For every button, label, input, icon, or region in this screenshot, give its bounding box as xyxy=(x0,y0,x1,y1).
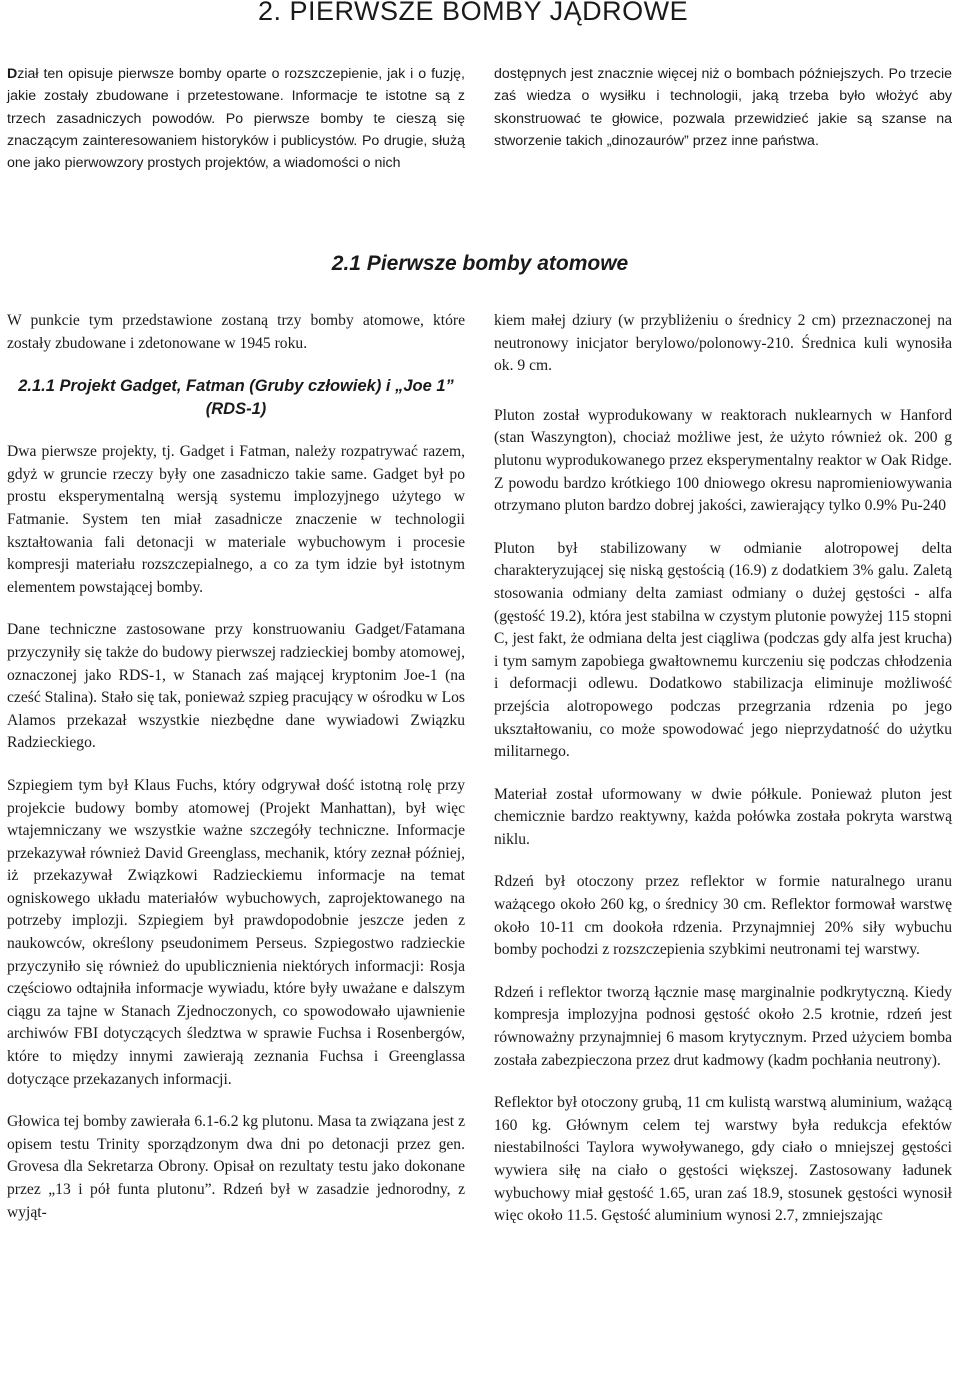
right-column xyxy=(494,310,952,1228)
right-paragraph-3: Pluton był stabilizowany w odmianie alotropowej delta charakteryzującej się niską gęstością (16.9) z dodatkiem 3% galu. Zaletą stosowania odmiany delta zamiast odmiany o dużej gęstości - alfa (gęstość 19.2), która jest stabilna w czystym plutonie powyżej 115 stopni C, jest fakt, że odmiana delta jest ciągliwa (podczas gdy alfa jest krucha) i tym samym zapobiega gwałtownemu kurczeniu się podczas chłodzenia i deformacji odlewu. Dodatkowo stabilizacja eliminuje możliwość przejścia alotropowego podczas przegrzania rdzenia po jego ukształtowaniu, co może spowodować jego nieprzydatność do użytku militarnego. xyxy=(494,539,952,761)
chapter-title-text: PIERWSZE BOMBY JĄDROWE xyxy=(289,0,689,26)
section-heading: 2.1 Pierwsze bomby atomowe xyxy=(331,252,629,275)
intro-left-column xyxy=(7,63,465,174)
left-paragraph-5: Głowica tej bomby zawierała 6.1-6.2 kg plutonu. Masa ta związana jest z opisem testu Trinity sporządzonym dwa dni po detonacji przez gen. Grovesa dla Sekretarza Obrony. Opisał on rezultaty testu jako dokonane przez „13 i pół funta plutonu”. Rdzeń był w zasadzie jednorodny, z wyjąt- xyxy=(7,1113,465,1221)
right-paragraph-5: Rdzeń był otoczony przez reflektor w formie naturalnego uranu ważącego około 260 kg, o średnicy 30 cm. Reflektor formował warstwę około 10-11 cm dookoła rdzenia. Przynajmniej 20% siły wybuchu bomby pochodzi z rozszczepienia szybkimi neutronami tej warstwy. xyxy=(494,873,952,959)
intro-right-paragraph: dostępnych jest znacznie więcej niż o bombach późniejszych. Po trzecie zaś wiedza o wysiłku i technologii, jaką trzeba było włożyć aby skonstruować te głowice, pozwala przewidzieć jakie są szanse na stworzenie takich „dinozaurów” przez inne państwa. xyxy=(494,66,952,149)
right-paragraph-4: Materiał został uformowany w dwie półkule. Ponieważ pluton jest chemicznie bardzo reaktywny, każda połówka została pokryta warstwą niklu. xyxy=(494,785,952,848)
right-paragraph-7: Reflektor był otoczony grubą, 11 cm kulistą warstwą aluminium, ważącą 160 kg. Głównym celem tej warstwy była redukcja efektów niestabilności Taylora wywoływanego, gdy ciało o mniejszej gęstości wywiera siłę na ciało o gęstości większej. Zastosowany ładunek wybuchowy miał gęstość 1.65, uran zaś 18.9, stosunek gęstości wynosił więc około 11.5. Gęstość aluminium wynosi 2.7, zmniejszając xyxy=(494,1094,952,1225)
intro-right-column xyxy=(494,63,952,152)
subsection-heading: 2.1.1 Projekt Gadget, Fatman (Gruby człowiek) i „Joe 1” (RDS-1) xyxy=(18,377,454,419)
intro-left-paragraph xyxy=(7,63,465,174)
left-column xyxy=(7,310,465,1224)
left-paragraph-3: Dane techniczne zastosowane przy konstruowaniu Gadget/Fatamana przyczyniły się także do budowy pierwszej radzieckiej bomby atomowej, oznaczonej jako RDS-1, w Stanach zaś mającej kryptonim Joe-1 (na cześć Stalina). Stało się tak, ponieważ szpieg pracujący w ośrodku w Los Alamos przekazał wszystkie niezbędne dane wywiadowi Związku Radzieckiego. xyxy=(7,621,465,752)
right-paragraph-1: kiem małej dziury (w przybliżeniu o średnicy 2 cm) przeznaczonej na neutronowy inicjator berylowo/polonowy-210. Średnica kuli wynosiła ok. 9 cm. xyxy=(494,312,952,375)
drop-cap: D xyxy=(7,66,18,82)
intro-left-text: ział ten opisuje pierwsze bomby oparte o rozszczepienie, jak i o fuzję, jakie zostały zbudowane i przetestowane. Informacje te istotne są z trzech zasadniczych powodów. Po pierwsze bomby te cieszą się znaczącym zainteresowaniem historyków i publicystów. Po drugie, służą one jako pierwowzory prostych projektów, a wiadomości o nich xyxy=(7,66,465,172)
chapter-number: 2. xyxy=(258,0,290,26)
chapter-title xyxy=(258,0,958,40)
right-paragraph-2: Pluton został wyprodukowany w reaktorach nuklearnych w Hanford (stan Waszyngton), chociaż możliwe jest, że użyto również ok. 200 g plutonu wyprodukowanego przez eksperymentalny reaktor w Oak Ridge. Z powodu bardzo krótkiego 100 dniowego okresu napromieniowywania otrzymano pluton bardzo dobrej jakości, zawierający tylko 0.9% Pu-240 xyxy=(494,406,952,515)
left-paragraph-2: Dwa pierwsze projekty, tj. Gadget i Fatman, należy rozpatrywać razem, gdyż w gruncie rzeczy były one zasadniczo takie same. Gadget był po prostu eksperymentalną wersją systemu implozyjnego użytego w Fatmanie. System ten miał zasadnicze znaczenie w technologii kształtowania fali detonacji w materiale wybuchowym i procesie kompresji materiału rozszczepialnego, a co za tym idzie był istotnym elementem powstającej bomby. xyxy=(7,443,465,596)
left-paragraph-1: W punkcie tym przedstawione zostaną trzy bomby atomowe, które zostały zbudowane i zdetonowane w 1945 roku. xyxy=(7,312,465,352)
left-paragraph-4: Szpiegiem tym był Klaus Fuchs, który odgrywał dość istotną rolę przy projekcie budowy bomby atomowej (Projekt Manhattan), był więc wtajemniczany we wszystkie ważne szczegóły techniczne. Informacje przekazywał również David Greenglass, mechanik, który zeznał później, iż przekazywał Związkowi Radzieckiemu informacje na temat ogniskowego układu materiałów wybuchowych, zaprojektowanego na potrzeby implozji. Szpiegiem był prawdopodobnie jeszcze jeden z naukowców, określony pseudonimem Perseus. Szpiegostwo radzieckie przyczyniło się również do upublicznienia niektórych informacji: Rosja częściowo odtajniła informacje wywiadu, które były uważane e dalszym ciągu za tajne w Stanach Zjednoczonych, co spowodowało ujawnienie archiwów FBI dotyczących śledztwa w sprawie Fuchsa i Rosenbergów, które to między innymi zawierają zeznania Fuchsa i Greenglassa dotyczące przekazanych informacji. xyxy=(7,776,465,1088)
right-paragraph-6: Rdzeń i reflektor tworzą łącznie masę marginalnie podkrytyczną. Kiedy kompresja implozyjna podnosi gęstość około 2.5 krotnie, rdzeń jest równoważny przynajmniej 6 masom krytycznym. Przed użyciem bomba została zabezpieczona przez drut kadmowy (kadm pochłania neutrony). xyxy=(494,983,952,1069)
